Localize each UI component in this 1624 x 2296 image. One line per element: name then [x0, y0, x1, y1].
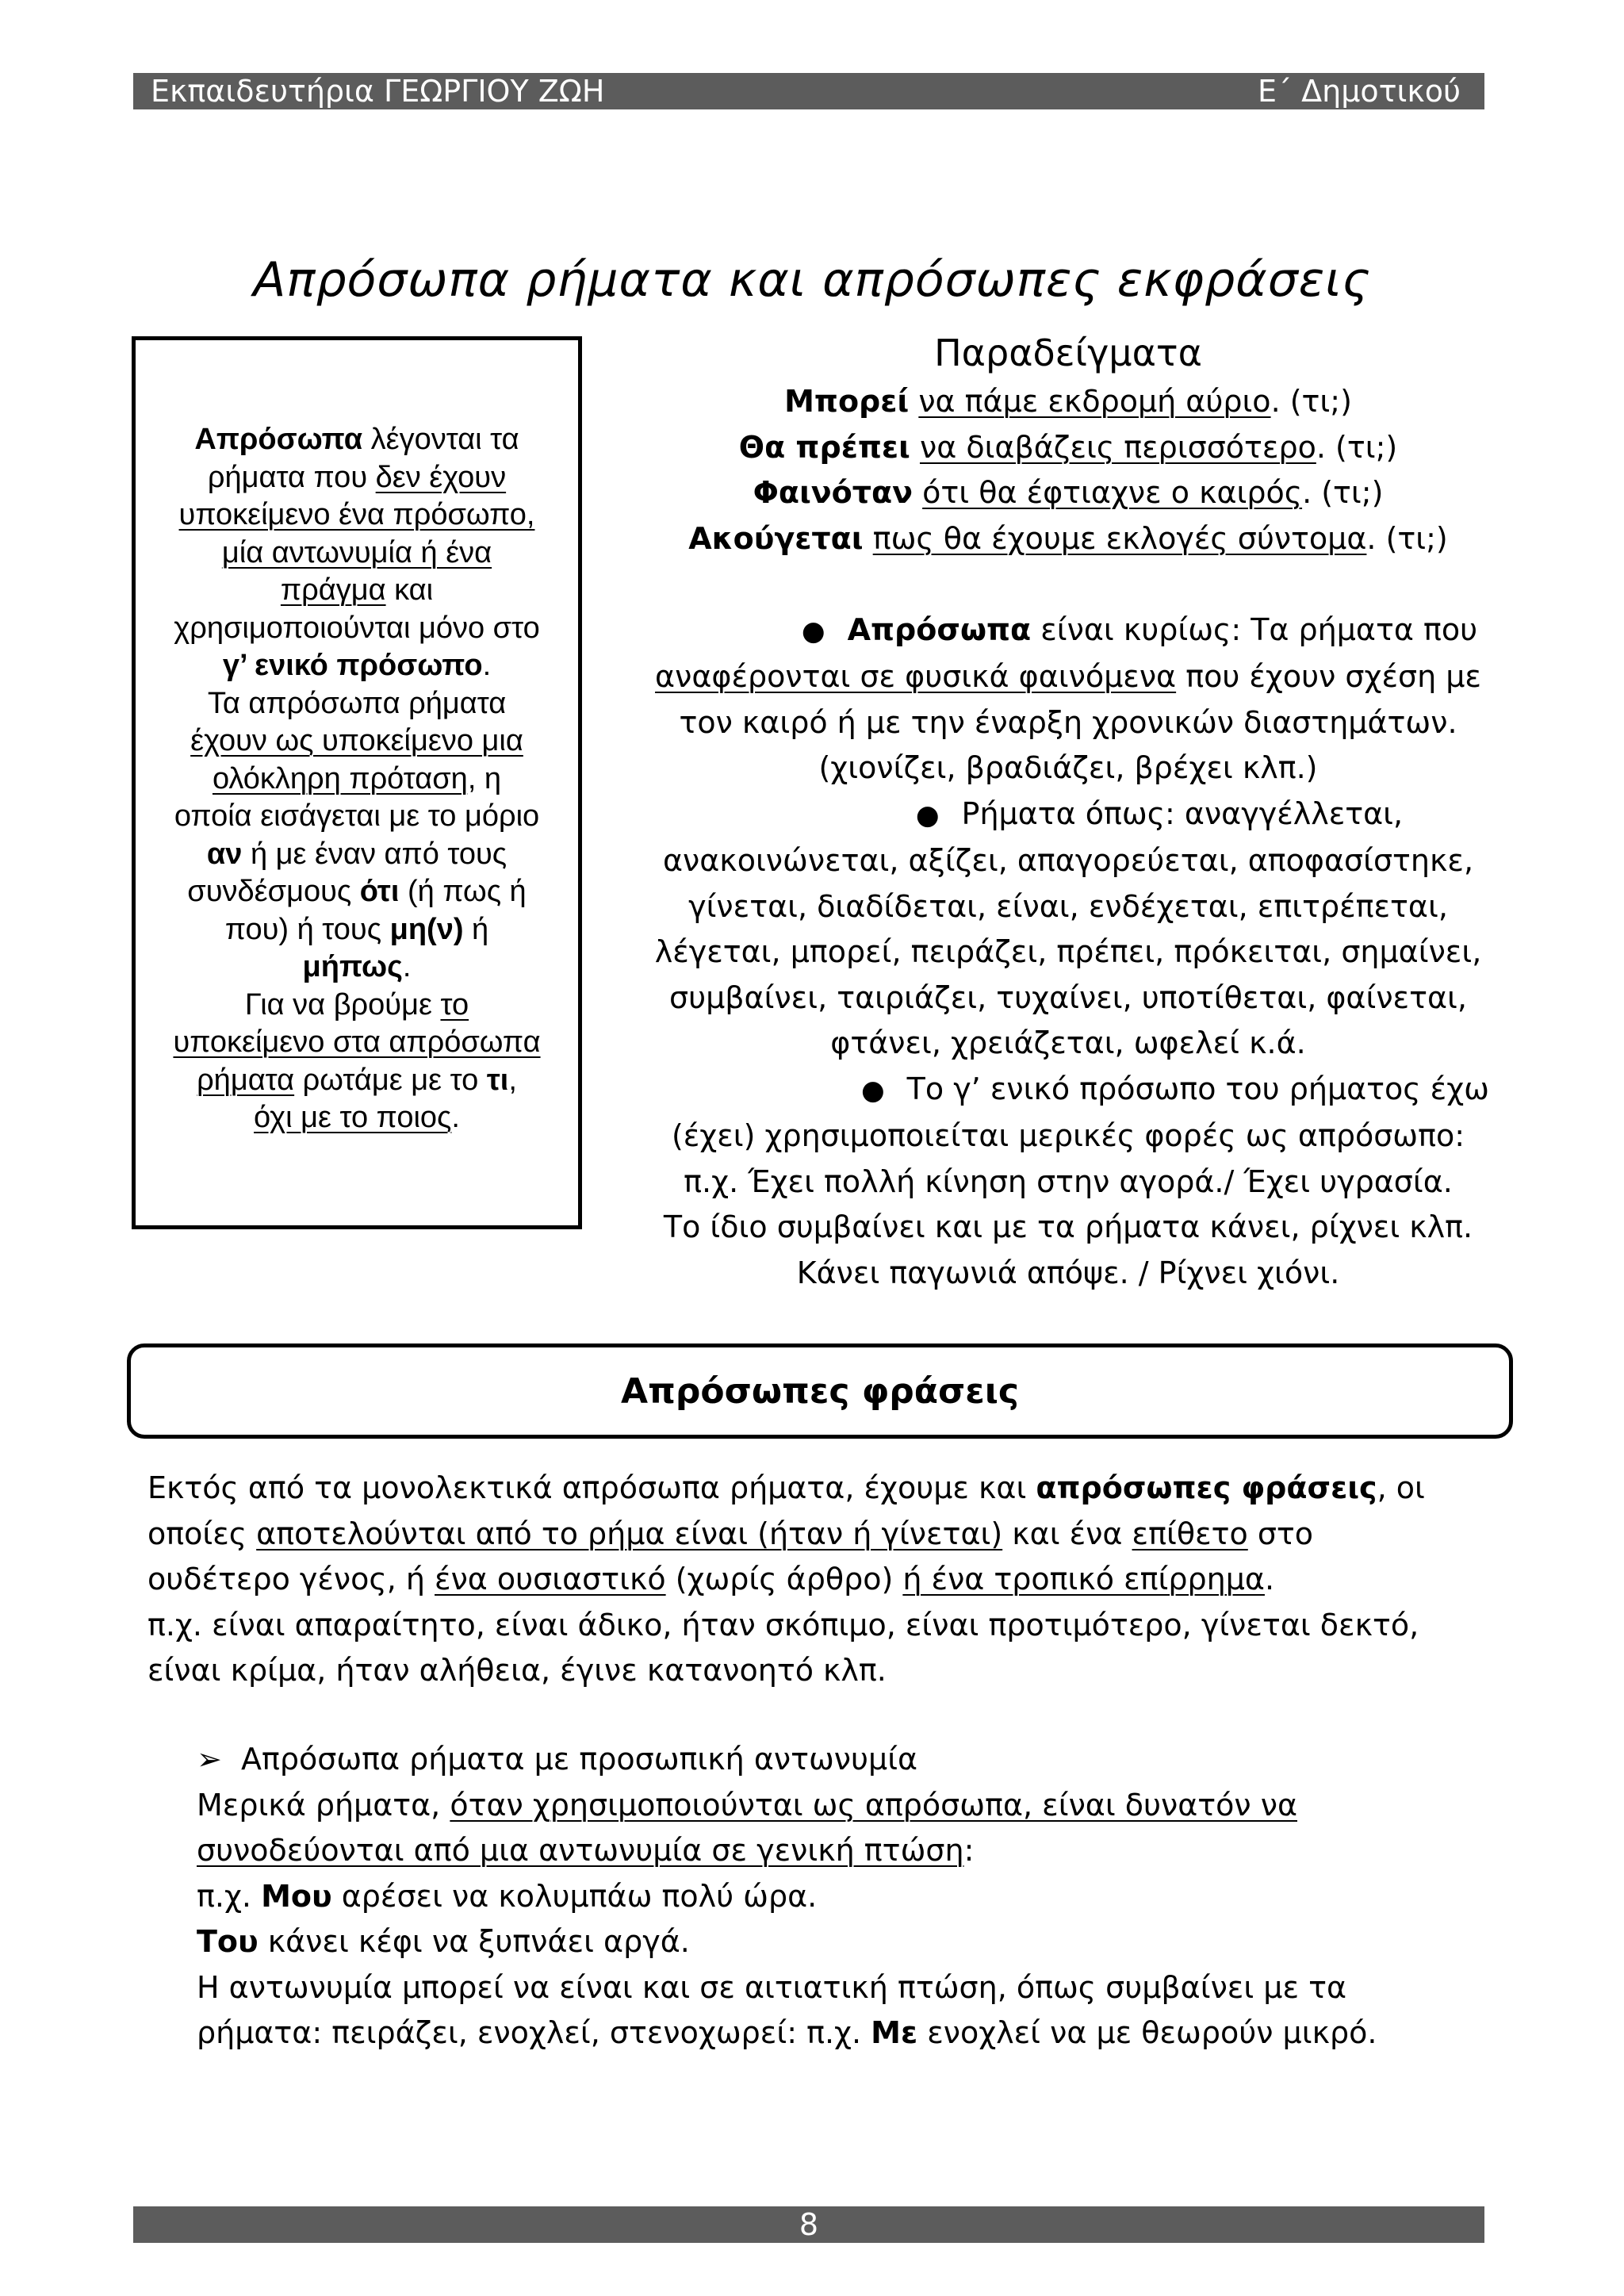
bullet-line: γίνεται, διαδίδεται, είναι, ενδέχεται, επιτρέπεται, — [688, 888, 1448, 924]
example-line — [604, 516, 1532, 562]
para-underlined: ένα ουσιαστικό — [435, 1562, 666, 1596]
example-verb: Θα πρέπει — [738, 429, 910, 465]
def-text: ή — [463, 912, 489, 946]
example-subject: πως θα έχουμε εκλογές σύντομα — [872, 520, 1367, 556]
paragraph-line: Η αντωνυμία μπορεί να είναι και σε αιτιατική πτώση, όπως συμβαίνει με τα — [197, 1969, 1347, 2005]
def-term: Απρόσωπα — [194, 423, 363, 456]
def-text: ή με έναν από τους — [242, 837, 508, 871]
def-text: . — [482, 649, 492, 682]
example-question: . (τι;) — [1302, 475, 1384, 510]
page-title: Απρόσωπα ρήματα και απρόσωπες εκφράσεις — [253, 252, 1371, 308]
para-text: ενοχλεί να με θεωρούν μικρό. — [917, 2015, 1377, 2050]
bullet-line: τον καιρό ή με την έναρξη χρονικών διαστημάτων. — [679, 704, 1457, 740]
para-underlined: επίθετο — [1132, 1516, 1248, 1551]
def-text: ρήματα που — [207, 460, 376, 494]
def-underlined: όχι με το ποιος — [254, 1101, 452, 1134]
def-text: Για να βρούμε — [244, 987, 441, 1022]
arrow-bullet-icon: ➢ — [197, 1742, 222, 1777]
bullet-line: π.χ. Έχει πολλή κίνηση στην αγορά./ Έχει υγρασία. — [684, 1163, 1453, 1199]
bullet-bold: Απρόσωπα — [847, 611, 1032, 647]
para-bold: απρόσωπες φράσεις — [1036, 1470, 1377, 1505]
para-text: Μερικά ρήματα, — [197, 1787, 450, 1823]
bullet-line — [604, 608, 1532, 655]
paragraph-line: π.χ. είναι απαραίτητο, είναι άδικο, ήταν σκόπιμο, είναι προτιμότερο, γίνεται δεκτό, — [147, 1607, 1419, 1642]
def-line: οποία εισάγεται με το μόριο — [174, 799, 540, 833]
paragraph-line: είναι κρίμα, ήταν αλήθεια, έγινε κατανοητό κλπ. — [147, 1653, 887, 1688]
bullet-line: φτάνει, χρειάζεται, ωφελεί κ.ά. — [830, 1025, 1306, 1060]
example-line — [604, 379, 1532, 425]
bullet-icon: ● — [860, 1074, 885, 1106]
def-line — [142, 421, 572, 459]
def-text: και — [385, 573, 434, 607]
bullet-line: (έχει) χρησιμοποιείται μερικές φορές ως απρόσωπο: — [671, 1118, 1465, 1153]
para-text: Εκτός από τα μονολεκτικά απρόσωπα ρήματα, έχουμε και — [147, 1470, 1036, 1505]
paragraph-line — [147, 1557, 1519, 1603]
subheading-text: Απρόσωπα ρήματα με προσωπική αντωνυμία — [241, 1742, 918, 1777]
def-text: ρωτάμε με το — [294, 1063, 487, 1097]
def-underlined: έχουν ως υποκείμενο μια — [190, 724, 523, 757]
para-underlined: ή ένα τροπικό επίρρημα — [902, 1562, 1265, 1596]
def-underlined: ρήματα — [197, 1063, 295, 1097]
def-text: λέγονται τα — [362, 423, 519, 456]
bullet-underlined: αναφέρονται σε φυσικά φαινόμενα — [655, 659, 1177, 694]
def-line — [142, 761, 572, 799]
def-underlined: μία αντωνυμία ή ένα — [221, 535, 492, 569]
def-bold: ότι — [359, 875, 400, 908]
def-text: (ή πως ή — [399, 875, 527, 908]
header-school-name: Εκπαιδευτήρια ΓΕΩΡΓΙΟΥ ΖΩΗ — [151, 74, 605, 109]
def-line — [142, 836, 572, 874]
para-underlined: συνοδεύονται από μια αντωνυμία σε γενική πτώση — [197, 1833, 964, 1868]
def-underlined: το — [440, 987, 469, 1022]
def-underlined: πράγμα — [280, 573, 386, 607]
paragraph-line — [197, 1828, 1513, 1874]
bullet-line: λέγεται, μπορεί, πειράζει, πρέπει, πρόκειται, σημαίνει, — [654, 934, 1482, 969]
example-verb: Φαινόταν — [753, 475, 914, 510]
para-underlined: όταν χρησιμοποιούνται ως απρόσωπα, είναι δυνατόν να — [450, 1787, 1297, 1823]
def-line — [142, 723, 572, 761]
phrases-heading-box — [127, 1343, 1513, 1439]
example-verb: Μπορεί — [784, 384, 910, 419]
para-text: π.χ. — [197, 1878, 262, 1914]
paragraph-line — [147, 1466, 1519, 1512]
para-text: στο — [1247, 1516, 1314, 1551]
spacer — [604, 562, 1532, 608]
bullet-line: (χιονίζει, βραδιάζει, βρέχει κλπ.) — [818, 750, 1318, 785]
bullet-text: είναι κυρίως: Τα ρήματα που — [1031, 611, 1478, 647]
para-text: ρήματα: πειράζει, ενοχλεί, στενοχωρεί: π.χ. — [197, 2015, 871, 2050]
example-subject: ότι θα έφτιαχνε ο καιρός — [922, 475, 1303, 510]
bullet-icon: ● — [801, 615, 825, 647]
para-underlined: αποτελούνται από το ρήμα είναι (ήταν ή γίνεται) — [256, 1516, 1003, 1551]
header-grade: Ε΄ Δημοτικού — [1258, 74, 1461, 109]
para-text: . — [1264, 1562, 1275, 1596]
def-line — [142, 1062, 572, 1100]
para-bold: Του — [197, 1924, 259, 1959]
phrases-paragraph — [147, 1466, 1519, 1694]
def-bold: τι — [486, 1063, 509, 1097]
def-text: που) ή τους — [224, 912, 390, 946]
def-line — [142, 535, 572, 573]
footer-bar — [133, 2206, 1484, 2243]
def-line — [142, 1024, 572, 1062]
def-underlined: ολόκληρη πρόταση — [212, 761, 468, 795]
paragraph-line — [197, 1783, 1513, 1829]
example-subject: να διαβάζεις περισσότερο — [919, 429, 1316, 465]
def-bold: μήπως — [302, 950, 403, 983]
para-text: , οι — [1377, 1470, 1425, 1505]
def-line — [142, 647, 572, 685]
bullet-icon: ● — [915, 799, 940, 831]
page-number: 8 — [799, 2207, 819, 2242]
def-bold: γ’ ενικό πρόσωπο — [222, 649, 483, 682]
para-text: αρέσει να κολυμπάω πολύ ώρα. — [331, 1878, 818, 1914]
bullet-line: ανακοινώνεται, αξίζει, απαγορεύεται, αποφασίστηκε, — [662, 843, 1474, 878]
def-underlined: δεν έχουν — [375, 460, 507, 494]
examples-heading: Παραδείγματα — [934, 332, 1202, 374]
def-text: . — [402, 950, 412, 983]
def-line — [142, 911, 572, 949]
personal-pronoun-section — [197, 1737, 1513, 2056]
example-question: . (τι;) — [1366, 520, 1448, 556]
bullet-text: που έχουν σχέση με — [1176, 659, 1481, 694]
bullet-line: Το ίδιο συμβαίνει και με τα ρήματα κάνει, ρίχνει κλπ. — [663, 1209, 1473, 1244]
para-text: και ένα — [1002, 1516, 1132, 1551]
para-text: οποίες — [147, 1516, 257, 1551]
def-line — [142, 949, 572, 987]
bullet-text: Ρήματα όπως: αναγγέλλεται, — [961, 795, 1404, 831]
def-line — [142, 987, 572, 1025]
def-line — [142, 459, 572, 497]
def-text: συνδέσμους — [187, 875, 360, 908]
para-bold: Με — [871, 2015, 918, 2050]
bullet-line — [604, 792, 1532, 839]
example-line — [604, 425, 1532, 471]
definition-box — [132, 336, 582, 1229]
def-text: , η — [467, 761, 502, 795]
header-bar — [133, 73, 1484, 109]
examples-section — [604, 327, 1532, 1296]
bullet-line: Κάνει παγωνιά απόψε. / Ρίχνει χιόνι. — [796, 1255, 1340, 1290]
example-question: . (τι;) — [1316, 429, 1398, 465]
paragraph-line — [197, 2010, 1513, 2056]
def-line — [142, 1099, 572, 1137]
para-bold: Μου — [261, 1878, 332, 1914]
subheading-line — [197, 1737, 1513, 1783]
bullet-text: Το γ’ ενικό πρόσωπο του ρήματος έχω — [906, 1071, 1489, 1106]
def-line — [142, 572, 572, 610]
para-text: κάνει κέφι να ξυπνάει αργά. — [258, 1924, 690, 1959]
bullet-line: συμβαίνει, ταιριάζει, τυχαίνει, υποτίθεται, φαίνεται, — [669, 979, 1467, 1015]
para-text: ουδέτερο γένος, ή — [147, 1562, 435, 1596]
def-bold: αν — [206, 837, 243, 871]
def-text: . — [451, 1101, 460, 1134]
bullet-line — [604, 654, 1532, 700]
example-question: . (τι;) — [1270, 384, 1352, 419]
def-underlined: υποκείμενο ένα πρόσωπο, — [178, 498, 535, 531]
def-line: Τα απρόσωπα ρήματα — [207, 686, 507, 720]
paragraph-line — [197, 1874, 1513, 1920]
para-text: : — [963, 1833, 975, 1868]
def-bold: μη(ν) — [389, 912, 464, 946]
def-line — [142, 496, 572, 535]
phrases-heading: Απρόσωπες φράσεις — [621, 1370, 1019, 1412]
def-underlined: υποκείμενο στα απρόσωπα — [173, 1025, 541, 1059]
paragraph-line — [147, 1512, 1519, 1558]
example-subject: να πάμε εκδρομή αύριο — [918, 384, 1271, 419]
example-line — [604, 470, 1532, 516]
paragraph-line — [197, 1919, 1513, 1965]
para-text: (χωρίς άρθρο) — [665, 1562, 903, 1596]
def-line: χρησιμοποιούνται μόνο στο — [174, 611, 540, 645]
def-line — [142, 873, 572, 911]
def-text: , — [508, 1063, 517, 1097]
example-verb: Ακούγεται — [688, 520, 864, 556]
bullet-line — [604, 1067, 1532, 1114]
